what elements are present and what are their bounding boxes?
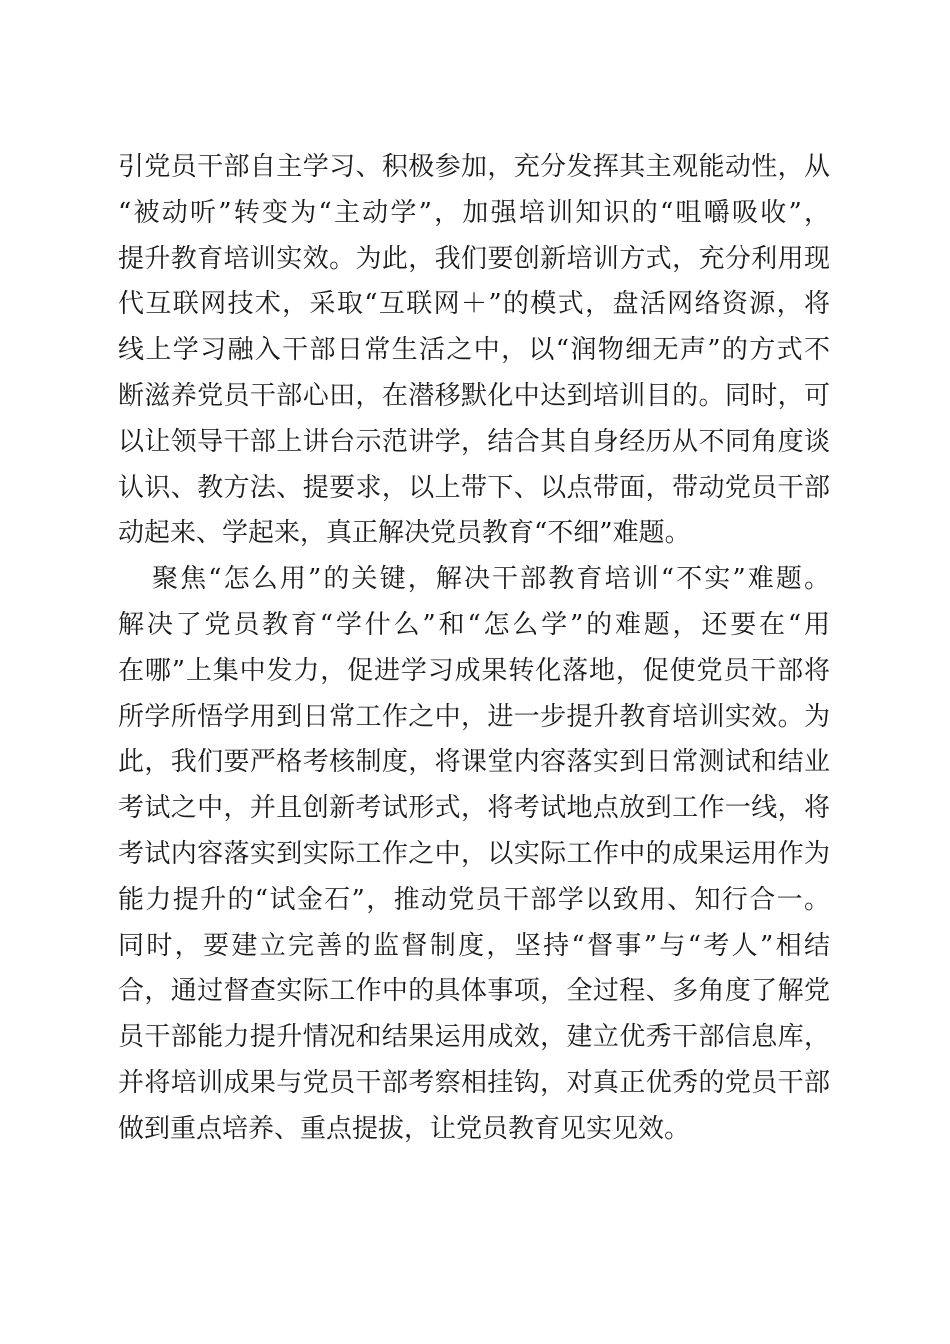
paragraph-2-line: 聚焦“怎么用”的关键，解决干部教育培训“不实”难题。 xyxy=(152,564,830,595)
paragraph-2-line: 并将培训成果与党员干部考察相挂钩，对真正优秀的党员干部 xyxy=(118,1067,830,1098)
paragraph-2-line: 所学所悟学用到日常工作之中，进一步提升教育培训实效。为 xyxy=(118,701,830,732)
paragraph-2 xyxy=(118,557,830,1152)
paragraph-2-line: 同时，要建立完善的监督制度，坚持“督事”与“考人”相结 xyxy=(118,930,830,961)
paragraph-2-line: 考试之中，并且创新考试形式，将考试地点放到工作一线，将 xyxy=(118,793,830,824)
paragraph-1-line: 断滋养党员干部心田，在潜移默化中达到培训目的。同时，可 xyxy=(118,380,830,411)
document-body xyxy=(118,145,830,1153)
paragraph-2-line: 员干部能力提升情况和结果运用成效，建立优秀干部信息库， xyxy=(118,1022,830,1053)
paragraph-2-line: 合，通过督查实际工作中的具体事项，全过程、多角度了解党 xyxy=(118,976,830,1007)
paragraph-1-line: 线上学习融入干部日常生活之中，以“润物细无声”的方式不 xyxy=(118,335,830,366)
paragraph-2-line: 做到重点培养、重点提拔，让党员教育见实见效。 xyxy=(118,1113,691,1144)
paragraph-1-line: 提升教育培训实效。为此，我们要创新培训方式，充分利用现 xyxy=(118,243,830,274)
paragraph-2-line: 解决了党员教育“学什么”和“怎么学”的难题，还要在“用 xyxy=(118,609,830,640)
paragraph-2-line: 能力提升的“试金石”，推动党员干部学以致用、知行合一。 xyxy=(118,884,830,915)
paragraph-2-line: 在哪”上集中发力，促进学习成果转化落地，促使党员干部将 xyxy=(118,655,830,686)
paragraph-1 xyxy=(118,145,830,557)
paragraph-1-line: 认识、教方法、提要求，以上带下、以点带面，带动党员干部 xyxy=(118,472,830,503)
paragraph-1-line: 以让领导干部上讲台示范讲学，结合其自身经历从不同角度谈 xyxy=(118,426,830,457)
paragraph-1-line: “被动听”转变为“主动学”，加强培训知识的“咀嚼吸收”， xyxy=(118,197,830,228)
paragraph-1-line: 引党员干部自主学习、积极参加，充分发挥其主观能动性，从 xyxy=(118,152,830,182)
paragraph-1-line: 动起来、学起来，真正解决党员教育“不细”难题。 xyxy=(118,518,691,549)
paragraph-1-line: 代互联网技术，采取“互联网＋”的模式，盘活网络资源，将 xyxy=(118,289,830,320)
paragraph-2-line: 此，我们要严格考核制度，将课堂内容落实到日常测试和结业 xyxy=(118,747,830,778)
paragraph-2-line: 考试内容落实到实际工作之中，以实际工作中的成果运用作为 xyxy=(118,838,830,869)
